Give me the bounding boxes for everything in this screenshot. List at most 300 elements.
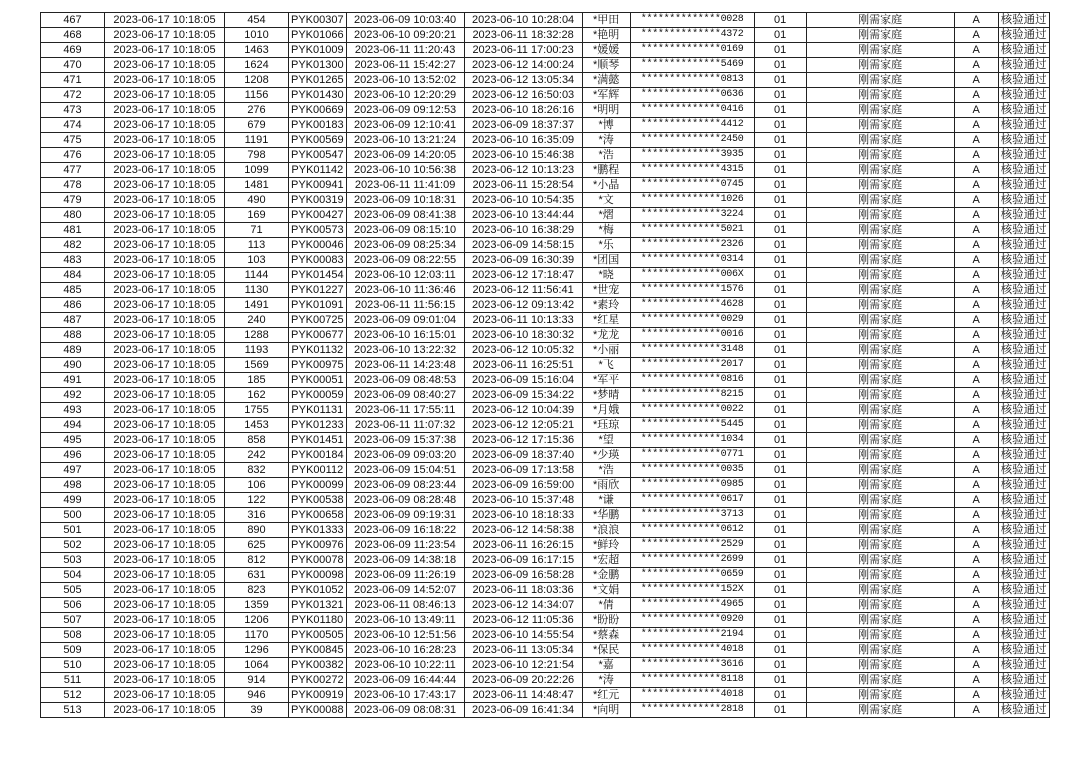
- applicant-name-cell: *乐: [582, 238, 630, 253]
- lottery-result-table: [40, 12, 1050, 718]
- review-status-cell: 核验通过: [998, 643, 1049, 658]
- level-cell: A: [954, 148, 998, 163]
- applicant-name-cell: *博: [582, 118, 630, 133]
- level-cell: A: [954, 193, 998, 208]
- review-status-cell: 核验通过: [998, 568, 1049, 583]
- submit-time-cell: 2023-06-09 08:28:48: [346, 493, 464, 508]
- publish-time-cell: 2023-06-17 10:18:05: [105, 688, 225, 703]
- id-number-masked-cell: **************1034: [630, 433, 754, 448]
- family-type-cell: 刚需家庭: [806, 658, 954, 673]
- review-status-cell: 核验通过: [998, 388, 1049, 403]
- family-type-cell: 刚需家庭: [806, 103, 954, 118]
- family-type-cell: 刚需家庭: [806, 358, 954, 373]
- table-row: [41, 28, 1050, 43]
- id-number-masked-cell: **************4372: [630, 28, 754, 43]
- table-row: [41, 358, 1050, 373]
- publish-time-cell: 2023-06-17 10:18:05: [105, 568, 225, 583]
- table-row: [41, 238, 1050, 253]
- review-time-cell: 2023-06-12 10:13:23: [464, 163, 582, 178]
- seq-no-cell: 469: [41, 43, 105, 58]
- id-number-masked-cell: **************0416: [630, 103, 754, 118]
- seq-no-cell: 470: [41, 58, 105, 73]
- application-no-cell: PYK00059: [289, 388, 347, 403]
- level-cell: A: [954, 88, 998, 103]
- review-time-cell: 2023-06-10 13:44:44: [464, 208, 582, 223]
- review-status-cell: 核验通过: [998, 508, 1049, 523]
- application-no-cell: PYK00078: [289, 553, 347, 568]
- family-type-cell: 刚需家庭: [806, 253, 954, 268]
- applicant-name-cell: *涛: [582, 133, 630, 148]
- id-number-masked-cell: **************0617: [630, 493, 754, 508]
- applicant-name-cell: *文: [582, 193, 630, 208]
- level-cell: A: [954, 208, 998, 223]
- level-cell: A: [954, 688, 998, 703]
- table-row: [41, 43, 1050, 58]
- applicant-name-cell: *艳明: [582, 28, 630, 43]
- seq-no-cell: 506: [41, 598, 105, 613]
- lottery-no-cell: 1755: [225, 403, 289, 418]
- seq-no-cell: 474: [41, 118, 105, 133]
- submit-time-cell: 2023-06-09 10:18:31: [346, 193, 464, 208]
- applicant-name-cell: *华鹏: [582, 508, 630, 523]
- publish-time-cell: 2023-06-17 10:18:05: [105, 433, 225, 448]
- submit-time-cell: 2023-06-11 17:55:11: [346, 403, 464, 418]
- review-time-cell: 2023-06-10 15:46:38: [464, 148, 582, 163]
- family-type-cell: 刚需家庭: [806, 583, 954, 598]
- publish-time-cell: 2023-06-17 10:18:05: [105, 463, 225, 478]
- review-status-cell: 核验通过: [998, 103, 1049, 118]
- submit-time-cell: 2023-06-09 16:44:44: [346, 673, 464, 688]
- family-type-cell: 刚需家庭: [806, 463, 954, 478]
- id-number-masked-cell: **************0636: [630, 88, 754, 103]
- level-cell: A: [954, 658, 998, 673]
- level-cell: A: [954, 388, 998, 403]
- level-cell: A: [954, 418, 998, 433]
- lottery-no-cell: 1064: [225, 658, 289, 673]
- review-time-cell: 2023-06-11 10:13:33: [464, 313, 582, 328]
- lottery-no-cell: 169: [225, 208, 289, 223]
- level-cell: A: [954, 283, 998, 298]
- table-row: [41, 208, 1050, 223]
- application-no-cell: PYK00427: [289, 208, 347, 223]
- application-no-cell: PYK00272: [289, 673, 347, 688]
- applicant-name-cell: *嘉: [582, 658, 630, 673]
- review-status-cell: 核验通过: [998, 208, 1049, 223]
- family-type-cell: 刚需家庭: [806, 238, 954, 253]
- id-number-masked-cell: **************4315: [630, 163, 754, 178]
- id-number-masked-cell: **************0016: [630, 328, 754, 343]
- applicant-name-cell: *顺琴: [582, 58, 630, 73]
- submit-time-cell: 2023-06-10 13:52:02: [346, 73, 464, 88]
- submit-time-cell: 2023-06-09 09:03:20: [346, 448, 464, 463]
- application-no-cell: PYK00669: [289, 103, 347, 118]
- lottery-no-cell: 1491: [225, 298, 289, 313]
- table-row: [41, 613, 1050, 628]
- category-code-cell: 01: [754, 313, 806, 328]
- lottery-no-cell: 1463: [225, 43, 289, 58]
- review-status-cell: 核验通过: [998, 688, 1049, 703]
- submit-time-cell: 2023-06-09 08:25:34: [346, 238, 464, 253]
- level-cell: A: [954, 508, 998, 523]
- lottery-no-cell: 1191: [225, 133, 289, 148]
- publish-time-cell: 2023-06-17 10:18:05: [105, 313, 225, 328]
- submit-time-cell: 2023-06-09 11:23:54: [346, 538, 464, 553]
- table-row: [41, 583, 1050, 598]
- submit-time-cell: 2023-06-09 08:22:55: [346, 253, 464, 268]
- seq-no-cell: 512: [41, 688, 105, 703]
- seq-no-cell: 502: [41, 538, 105, 553]
- family-type-cell: 刚需家庭: [806, 613, 954, 628]
- submit-time-cell: 2023-06-10 13:49:11: [346, 613, 464, 628]
- submit-time-cell: 2023-06-09 09:12:53: [346, 103, 464, 118]
- table-row: [41, 283, 1050, 298]
- applicant-name-cell: *军平: [582, 373, 630, 388]
- level-cell: A: [954, 703, 998, 718]
- review-time-cell: 2023-06-12 11:05:36: [464, 613, 582, 628]
- publish-time-cell: 2023-06-17 10:18:05: [105, 28, 225, 43]
- review-time-cell: 2023-06-10 18:18:33: [464, 508, 582, 523]
- review-time-cell: 2023-06-09 15:34:22: [464, 388, 582, 403]
- seq-no-cell: 473: [41, 103, 105, 118]
- category-code-cell: 01: [754, 43, 806, 58]
- table-row: [41, 568, 1050, 583]
- review-time-cell: 2023-06-09 16:41:34: [464, 703, 582, 718]
- seq-no-cell: 498: [41, 478, 105, 493]
- seq-no-cell: 497: [41, 463, 105, 478]
- lottery-no-cell: 1208: [225, 73, 289, 88]
- table-row: [41, 493, 1050, 508]
- level-cell: A: [954, 58, 998, 73]
- level-cell: A: [954, 628, 998, 643]
- review-status-cell: 核验通过: [998, 433, 1049, 448]
- publish-time-cell: 2023-06-17 10:18:05: [105, 343, 225, 358]
- review-status-cell: 核验通过: [998, 283, 1049, 298]
- publish-time-cell: 2023-06-17 10:18:05: [105, 358, 225, 373]
- table-row: [41, 343, 1050, 358]
- applicant-name-cell: *素玲: [582, 298, 630, 313]
- applicant-name-cell: *梦晴: [582, 388, 630, 403]
- review-time-cell: 2023-06-11 18:32:28: [464, 28, 582, 43]
- submit-time-cell: 2023-06-09 08:48:53: [346, 373, 464, 388]
- id-number-masked-cell: **************5021: [630, 223, 754, 238]
- table-row: [41, 628, 1050, 643]
- submit-time-cell: 2023-06-09 11:26:19: [346, 568, 464, 583]
- level-cell: A: [954, 268, 998, 283]
- family-type-cell: 刚需家庭: [806, 58, 954, 73]
- level-cell: A: [954, 103, 998, 118]
- category-code-cell: 01: [754, 613, 806, 628]
- review-status-cell: 核验通过: [998, 58, 1049, 73]
- id-number-masked-cell: **************2529: [630, 538, 754, 553]
- lottery-no-cell: 1296: [225, 643, 289, 658]
- seq-no-cell: 468: [41, 28, 105, 43]
- category-code-cell: 01: [754, 13, 806, 28]
- applicant-name-cell: *团国: [582, 253, 630, 268]
- review-time-cell: 2023-06-12 09:13:42: [464, 298, 582, 313]
- category-code-cell: 01: [754, 388, 806, 403]
- applicant-name-cell: *月娥: [582, 403, 630, 418]
- review-time-cell: 2023-06-09 20:22:26: [464, 673, 582, 688]
- application-no-cell: PYK01180: [289, 613, 347, 628]
- table-body: [41, 13, 1050, 718]
- id-number-masked-cell: **************2194: [630, 628, 754, 643]
- publish-time-cell: 2023-06-17 10:18:05: [105, 493, 225, 508]
- review-status-cell: 核验通过: [998, 583, 1049, 598]
- review-time-cell: 2023-06-11 14:48:47: [464, 688, 582, 703]
- category-code-cell: 01: [754, 73, 806, 88]
- lottery-no-cell: 914: [225, 673, 289, 688]
- publish-time-cell: 2023-06-17 10:18:05: [105, 178, 225, 193]
- id-number-masked-cell: **************0816: [630, 373, 754, 388]
- application-no-cell: PYK01142: [289, 163, 347, 178]
- family-type-cell: 刚需家庭: [806, 343, 954, 358]
- category-code-cell: 01: [754, 28, 806, 43]
- category-code-cell: 01: [754, 493, 806, 508]
- family-type-cell: 刚需家庭: [806, 373, 954, 388]
- seq-no-cell: 510: [41, 658, 105, 673]
- level-cell: A: [954, 478, 998, 493]
- lottery-no-cell: 1156: [225, 88, 289, 103]
- category-code-cell: 01: [754, 298, 806, 313]
- table-row: [41, 598, 1050, 613]
- application-no-cell: PYK00538: [289, 493, 347, 508]
- review-time-cell: 2023-06-12 13:05:34: [464, 73, 582, 88]
- review-time-cell: 2023-06-10 16:38:29: [464, 223, 582, 238]
- table-row: [41, 643, 1050, 658]
- submit-time-cell: 2023-06-10 11:36:46: [346, 283, 464, 298]
- id-number-masked-cell: **************4412: [630, 118, 754, 133]
- table-row: [41, 673, 1050, 688]
- seq-no-cell: 471: [41, 73, 105, 88]
- applicant-name-cell: *甲田: [582, 13, 630, 28]
- level-cell: A: [954, 463, 998, 478]
- applicant-name-cell: *龙龙: [582, 328, 630, 343]
- lottery-no-cell: 240: [225, 313, 289, 328]
- lottery-no-cell: 122: [225, 493, 289, 508]
- review-time-cell: 2023-06-10 12:21:54: [464, 658, 582, 673]
- seq-no-cell: 491: [41, 373, 105, 388]
- seq-no-cell: 482: [41, 238, 105, 253]
- seq-no-cell: 494: [41, 418, 105, 433]
- category-code-cell: 01: [754, 223, 806, 238]
- lottery-no-cell: 1099: [225, 163, 289, 178]
- category-code-cell: 01: [754, 658, 806, 673]
- id-number-masked-cell: **************0813: [630, 73, 754, 88]
- review-status-cell: 核验通过: [998, 358, 1049, 373]
- category-code-cell: 01: [754, 688, 806, 703]
- level-cell: A: [954, 643, 998, 658]
- lottery-no-cell: 106: [225, 478, 289, 493]
- seq-no-cell: 489: [41, 343, 105, 358]
- applicant-name-cell: *保民: [582, 643, 630, 658]
- application-no-cell: PYK00976: [289, 538, 347, 553]
- lottery-no-cell: 679: [225, 118, 289, 133]
- seq-no-cell: 477: [41, 163, 105, 178]
- application-no-cell: PYK01321: [289, 598, 347, 613]
- publish-time-cell: 2023-06-17 10:18:05: [105, 298, 225, 313]
- review-status-cell: 核验通过: [998, 253, 1049, 268]
- publish-time-cell: 2023-06-17 10:18:05: [105, 118, 225, 133]
- family-type-cell: 刚需家庭: [806, 13, 954, 28]
- seq-no-cell: 486: [41, 298, 105, 313]
- category-code-cell: 01: [754, 673, 806, 688]
- application-no-cell: PYK00505: [289, 628, 347, 643]
- review-time-cell: 2023-06-11 17:00:23: [464, 43, 582, 58]
- review-time-cell: 2023-06-12 12:05:21: [464, 418, 582, 433]
- family-type-cell: 刚需家庭: [806, 538, 954, 553]
- submit-time-cell: 2023-06-10 12:20:29: [346, 88, 464, 103]
- category-code-cell: 01: [754, 358, 806, 373]
- seq-no-cell: 492: [41, 388, 105, 403]
- applicant-name-cell: *向明: [582, 703, 630, 718]
- publish-time-cell: 2023-06-17 10:18:05: [105, 658, 225, 673]
- id-number-masked-cell: **************0659: [630, 568, 754, 583]
- table-row: [41, 88, 1050, 103]
- review-status-cell: 核验通过: [998, 703, 1049, 718]
- family-type-cell: 刚需家庭: [806, 208, 954, 223]
- id-number-masked-cell: **************0985: [630, 478, 754, 493]
- category-code-cell: 01: [754, 283, 806, 298]
- table-row: [41, 403, 1050, 418]
- application-no-cell: PYK00099: [289, 478, 347, 493]
- lottery-no-cell: 103: [225, 253, 289, 268]
- id-number-masked-cell: **************8215: [630, 388, 754, 403]
- level-cell: A: [954, 298, 998, 313]
- application-no-cell: PYK00051: [289, 373, 347, 388]
- category-code-cell: 01: [754, 148, 806, 163]
- review-status-cell: 核验通过: [998, 493, 1049, 508]
- publish-time-cell: 2023-06-17 10:18:05: [105, 328, 225, 343]
- review-status-cell: 核验通过: [998, 598, 1049, 613]
- seq-no-cell: 490: [41, 358, 105, 373]
- publish-time-cell: 2023-06-17 10:18:05: [105, 538, 225, 553]
- publish-time-cell: 2023-06-17 10:18:05: [105, 418, 225, 433]
- id-number-masked-cell: **************4965: [630, 598, 754, 613]
- table-row: [41, 268, 1050, 283]
- applicant-name-cell: *明明: [582, 103, 630, 118]
- family-type-cell: 刚需家庭: [806, 133, 954, 148]
- lottery-no-cell: 1130: [225, 283, 289, 298]
- application-no-cell: PYK01454: [289, 268, 347, 283]
- category-code-cell: 01: [754, 433, 806, 448]
- id-number-masked-cell: **************0035: [630, 463, 754, 478]
- family-type-cell: 刚需家庭: [806, 688, 954, 703]
- lottery-no-cell: 1170: [225, 628, 289, 643]
- review-time-cell: 2023-06-09 16:17:15: [464, 553, 582, 568]
- lottery-no-cell: 185: [225, 373, 289, 388]
- review-status-cell: 核验通过: [998, 28, 1049, 43]
- review-time-cell: 2023-06-09 15:16:04: [464, 373, 582, 388]
- review-status-cell: 核验通过: [998, 148, 1049, 163]
- lottery-no-cell: 823: [225, 583, 289, 598]
- category-code-cell: 01: [754, 88, 806, 103]
- publish-time-cell: 2023-06-17 10:18:05: [105, 223, 225, 238]
- review-status-cell: 核验通过: [998, 373, 1049, 388]
- applicant-name-cell: *鲜玲: [582, 538, 630, 553]
- review-status-cell: 核验通过: [998, 193, 1049, 208]
- publish-time-cell: 2023-06-17 10:18:05: [105, 553, 225, 568]
- level-cell: A: [954, 493, 998, 508]
- id-number-masked-cell: **************0745: [630, 178, 754, 193]
- application-no-cell: PYK00046: [289, 238, 347, 253]
- application-no-cell: PYK00319: [289, 193, 347, 208]
- review-status-cell: 核验通过: [998, 163, 1049, 178]
- application-no-cell: PYK01333: [289, 523, 347, 538]
- id-number-masked-cell: **************8118: [630, 673, 754, 688]
- lottery-no-cell: 1453: [225, 418, 289, 433]
- publish-time-cell: 2023-06-17 10:18:05: [105, 478, 225, 493]
- seq-no-cell: 495: [41, 433, 105, 448]
- family-type-cell: 刚需家庭: [806, 703, 954, 718]
- level-cell: A: [954, 673, 998, 688]
- table-row: [41, 703, 1050, 718]
- family-type-cell: 刚需家庭: [806, 523, 954, 538]
- review-time-cell: 2023-06-11 16:26:15: [464, 538, 582, 553]
- family-type-cell: 刚需家庭: [806, 163, 954, 178]
- submit-time-cell: 2023-06-09 08:23:44: [346, 478, 464, 493]
- review-time-cell: 2023-06-10 10:28:04: [464, 13, 582, 28]
- table-row: [41, 448, 1050, 463]
- submit-time-cell: 2023-06-09 09:19:31: [346, 508, 464, 523]
- application-no-cell: PYK00573: [289, 223, 347, 238]
- application-no-cell: PYK01300: [289, 58, 347, 73]
- table-row: [41, 178, 1050, 193]
- application-no-cell: PYK00919: [289, 688, 347, 703]
- seq-no-cell: 504: [41, 568, 105, 583]
- application-no-cell: PYK00658: [289, 508, 347, 523]
- category-code-cell: 01: [754, 403, 806, 418]
- seq-no-cell: 484: [41, 268, 105, 283]
- category-code-cell: 01: [754, 328, 806, 343]
- application-no-cell: PYK01430: [289, 88, 347, 103]
- submit-time-cell: 2023-06-10 10:22:11: [346, 658, 464, 673]
- application-no-cell: PYK00845: [289, 643, 347, 658]
- review-status-cell: 核验通过: [998, 463, 1049, 478]
- review-time-cell: 2023-06-09 16:30:39: [464, 253, 582, 268]
- lottery-no-cell: 490: [225, 193, 289, 208]
- applicant-name-cell: *涛: [582, 673, 630, 688]
- lottery-no-cell: 242: [225, 448, 289, 463]
- publish-time-cell: 2023-06-17 10:18:05: [105, 388, 225, 403]
- applicant-name-cell: *红元: [582, 688, 630, 703]
- submit-time-cell: 2023-06-11 11:56:15: [346, 298, 464, 313]
- publish-time-cell: 2023-06-17 10:18:05: [105, 613, 225, 628]
- lottery-no-cell: 832: [225, 463, 289, 478]
- review-status-cell: 核验通过: [998, 238, 1049, 253]
- review-time-cell: 2023-06-12 14:00:24: [464, 58, 582, 73]
- applicant-name-cell: *飞: [582, 358, 630, 373]
- family-type-cell: 刚需家庭: [806, 493, 954, 508]
- submit-time-cell: 2023-06-09 15:04:51: [346, 463, 464, 478]
- category-code-cell: 01: [754, 238, 806, 253]
- review-time-cell: 2023-06-12 14:34:07: [464, 598, 582, 613]
- submit-time-cell: 2023-06-10 13:21:24: [346, 133, 464, 148]
- review-time-cell: 2023-06-10 18:26:16: [464, 103, 582, 118]
- family-type-cell: 刚需家庭: [806, 73, 954, 88]
- category-code-cell: 01: [754, 418, 806, 433]
- table-row: [41, 223, 1050, 238]
- application-no-cell: PYK00382: [289, 658, 347, 673]
- review-time-cell: 2023-06-09 18:37:37: [464, 118, 582, 133]
- applicant-name-cell: *浩: [582, 148, 630, 163]
- applicant-name-cell: *盼盼: [582, 613, 630, 628]
- category-code-cell: 01: [754, 598, 806, 613]
- publish-time-cell: 2023-06-17 10:18:05: [105, 673, 225, 688]
- family-type-cell: 刚需家庭: [806, 508, 954, 523]
- table-row: [41, 313, 1050, 328]
- level-cell: A: [954, 538, 998, 553]
- applicant-name-cell: *小晶: [582, 178, 630, 193]
